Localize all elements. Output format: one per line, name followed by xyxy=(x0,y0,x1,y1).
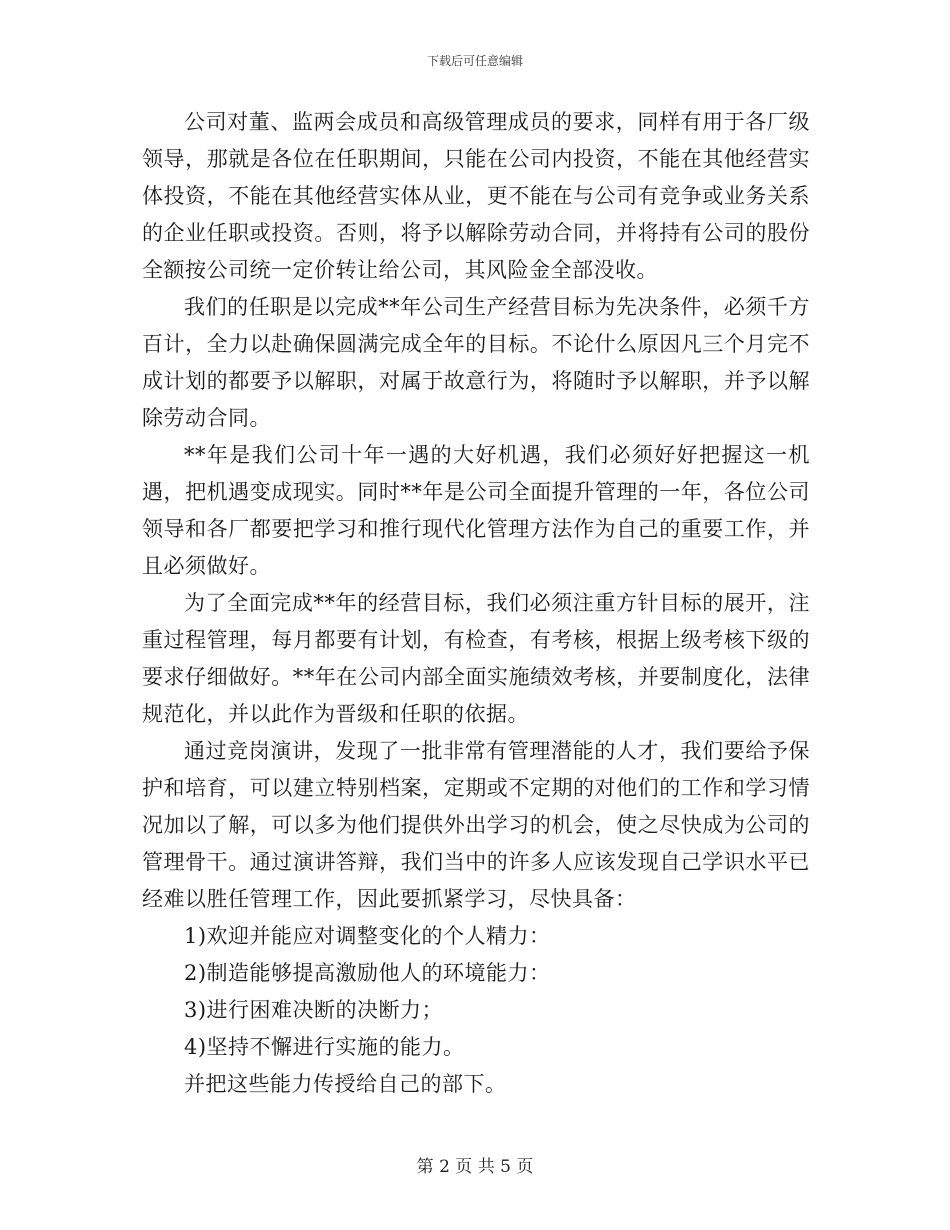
list-item-3: 3)进行困难决断的决断力； xyxy=(184,998,444,1022)
paragraph-1: 公司对董、监两会成员和高级管理成员的要求，同样有用于各厂级领导，那就是各位在任职期间，只能在公司内投资，不能在其他经营实体投资，不能在其他经营实体从业，更不能在与公司有竞争或业务关系的企业任职或投资。否则，将予以解除劳动合同，并将持有公司的股份全额按公司统一定价转让给公司，其风险金全部没收。 xyxy=(142,110,810,282)
paragraph-4: 为了全面完成**年的经营目标，我们必须注重方针目标的展开，注重过程管理，每月都要有计划，有检查，有考核，根据上级考核下级的要求仔细做好。**年在公司内部全面实施绩效考核，并要制度化，法律规范化，并以此作为晋级和任职的依据。 xyxy=(142,591,810,726)
paragraph-2: 我们的任职是以完成**年公司生产经营目标为先决条件，必须千方百计，全力以赴确保圆满完成全年的目标。不论什么原因凡三个月完不成计划的都要予以解职，对属于故意行为，将随时予以解职，并予以解除劳动合同。 xyxy=(142,295,810,430)
list-item-1: 1)欢迎并能应对调整变化的个人精力： xyxy=(184,924,551,948)
paragraph-5: 通过竞岗演讲，发现了一批非常有管理潜能的人才，我们要给予保护和培育，可以建立特别档案，定期或不定期的对他们的工作和学习情况加以了解，可以多为他们提供外出学习的机会，使之尽快成为公司的管理骨干。通过演讲答辩，我们当中的许多人应该发现自己学识水平已经难以胜任管理工作，因此要抓紧学习，尽快具备： xyxy=(142,739,810,911)
paragraph-3: **年是我们公司十年一遇的大好机遇，我们必须好好把握这一机遇，把机遇变成现实。同时**年是公司全面提升管理的一年，各位公司领导和各厂都要把学习和推行现代化管理方法作为自己的重要工作，并且必须做好。 xyxy=(142,443,810,578)
list-item-2: 2)制造能够提高激励他人的环境能力： xyxy=(184,961,551,985)
list-item-4: 4)坚持不懈进行实施的能力。 xyxy=(184,1035,465,1059)
page-header-note: 下载后可任意编辑 xyxy=(426,54,523,68)
document-body xyxy=(142,104,810,1103)
paragraph-closing: 并把这些能力传授给自己的部下。 xyxy=(184,1072,507,1096)
page-number-footer: 第 2 页 共 5 页 xyxy=(416,1157,534,1177)
